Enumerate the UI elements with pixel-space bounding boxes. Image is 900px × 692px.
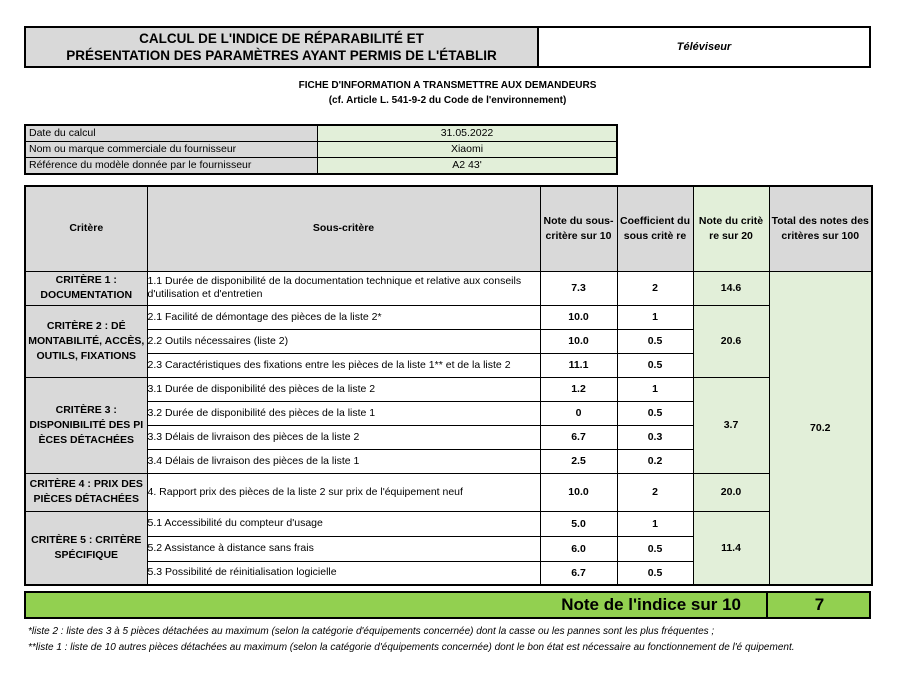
sub-criterion-coef: 0.2 xyxy=(617,449,693,473)
criterion-3-note20: 3.7 xyxy=(693,377,769,473)
sub-criterion-coef: 0.5 xyxy=(617,329,693,353)
criterion-1-label: CRITÈRE 1 : DOCUMENTATION xyxy=(25,271,147,305)
subtitle-line-2: (cf. Article L. 541-9-2 du Code de l'environnement) xyxy=(328,95,567,106)
total-score: 70.2 xyxy=(769,271,872,585)
criterion-2-label: CRITÈRE 2 : DÉ MONTABILITÉ, ACCÈS, OUTILS, FIXATIONS xyxy=(25,305,147,377)
info-table xyxy=(24,124,618,175)
product-type: Téléviseur xyxy=(539,26,871,68)
sub-criterion-note: 0 xyxy=(540,401,617,425)
header-sous-critere: Sous-critère xyxy=(147,186,540,271)
header-note-sur-20: Note du critè re sur 20 xyxy=(693,186,769,271)
info-value: Xiaomi xyxy=(318,142,616,157)
sub-criterion-label: 5.1 Accessibilité du compteur d'usage xyxy=(147,511,540,536)
sub-criterion-coef: 1 xyxy=(617,511,693,536)
table-row xyxy=(25,377,872,401)
info-row-brand xyxy=(26,142,616,158)
index-score-value: 7 xyxy=(814,595,825,614)
sub-criterion-note: 10.0 xyxy=(540,329,617,353)
sub-criterion-note: 5.0 xyxy=(540,511,617,536)
sub-criterion-note: 7.3 xyxy=(540,271,617,305)
sub-criterion-coef: 1 xyxy=(617,377,693,401)
document-title xyxy=(24,26,539,68)
sub-criterion-label: 4. Rapport prix des pièces de la liste 2 sur prix de l'équipement neuf xyxy=(147,473,540,511)
table-row xyxy=(25,473,872,511)
title-line-1: CALCUL DE L'INDICE DE RÉPARABILITÉ ET xyxy=(139,31,424,46)
header-coefficient: Coefficient du sous critè re xyxy=(617,186,693,271)
table-row xyxy=(25,305,872,329)
criterion-5-label: CRITÈRE 5 : CRITÈRE SPÉCIFIQUE xyxy=(25,511,147,585)
table-header-row xyxy=(25,186,872,271)
sub-criterion-label: 1.1 Durée de disponibilité de la documentation technique et relative aux conseils d'utilisation et d'entretien xyxy=(147,271,540,305)
sub-criterion-label: 2.2 Outils nécessaires (liste 2) xyxy=(147,329,540,353)
info-label: Référence du modèle donnée par le fournisseur xyxy=(26,158,318,173)
sub-criterion-coef: 2 xyxy=(617,473,693,511)
sub-criterion-label: 3.1 Durée de disponibilité des pièces de la liste 2 xyxy=(147,377,540,401)
sub-criterion-coef: 2 xyxy=(617,271,693,305)
sub-criterion-label: 3.3 Délais de livraison des pièces de la liste 2 xyxy=(147,425,540,449)
header-critere: Critère xyxy=(25,186,147,271)
sub-criterion-note: 6.0 xyxy=(540,536,617,561)
header-note: Note du sous-critère sur 10 xyxy=(540,186,617,271)
table-row xyxy=(25,271,872,305)
criterion-1-note20: 14.6 xyxy=(693,271,769,305)
criterion-2-note20: 20.6 xyxy=(693,305,769,377)
info-row-model xyxy=(26,158,616,173)
sub-criterion-coef: 1 xyxy=(617,305,693,329)
sub-criterion-label: 5.2 Assistance à distance sans frais xyxy=(147,536,540,561)
sub-criterion-note: 6.7 xyxy=(540,425,617,449)
sub-criterion-coef: 0.5 xyxy=(617,536,693,561)
footnote-liste-1: **liste 1 : liste de 10 autres pièces détachées au maximum (selon la catégorie d'équipements concernée) dont le bon état est nécessaire au fonctionnement de l'é quipement. xyxy=(28,642,795,653)
index-score-label: Note de l'indice sur 10 xyxy=(561,595,741,614)
info-label: Date du calcul xyxy=(26,126,318,141)
sub-criterion-note: 1.2 xyxy=(540,377,617,401)
info-label: Nom ou marque commerciale du fournisseur xyxy=(26,142,318,157)
sub-criterion-coef: 0.3 xyxy=(617,425,693,449)
sub-criterion-coef: 0.5 xyxy=(617,561,693,585)
sub-criterion-coef: 0.5 xyxy=(617,353,693,377)
footnote-liste-2: *liste 2 : liste des 3 à 5 pièces détachées au maximum (selon la catégorie d'équipements concernée) dont la casse ou les pannes sont les plus fréquentes ; xyxy=(28,626,715,637)
sub-criterion-label: 5.3 Possibilité de réinitialisation logicielle xyxy=(147,561,540,585)
info-value: A2 43' xyxy=(318,158,616,173)
table-row xyxy=(25,511,872,536)
info-row-date xyxy=(26,126,616,142)
header-total: Total des notes des critères sur 100 xyxy=(769,186,872,271)
criterion-4-label: CRITÈRE 4 : PRIX DES PIÈCES DÉTACHÉES xyxy=(25,473,147,511)
criterion-5-note20: 11.4 xyxy=(693,511,769,585)
sub-criterion-label: 3.2 Durée de disponibilité des pièces de la liste 1 xyxy=(147,401,540,425)
criterion-3-label: CRITÈRE 3 : DISPONIBILITÉ DES PI ÈCES DÉTACHÉES xyxy=(25,377,147,473)
criterion-4-note20: 20.0 xyxy=(693,473,769,511)
sub-criterion-label: 2.1 Facilité de démontage des pièces de la liste 2* xyxy=(147,305,540,329)
repairability-table xyxy=(24,185,873,586)
sub-criterion-label: 3.4 Délais de livraison des pièces de la liste 1 xyxy=(147,449,540,473)
sub-criterion-coef: 0.5 xyxy=(617,401,693,425)
subtitle-line-1: FICHE D'INFORMATION A TRANSMETTRE AUX DEMANDEURS xyxy=(298,80,597,91)
sub-criterion-label: 2.3 Caractéristiques des fixations entre les pièces de la liste 1** et de la liste 2 xyxy=(147,353,540,377)
sub-criterion-note: 2.5 xyxy=(540,449,617,473)
info-value: 31.05.2022 xyxy=(318,126,616,141)
title-line-2: PRÉSENTATION DES PARAMÈTRES AYANT PERMIS DE L'ÉTABLIR xyxy=(66,48,497,63)
sub-criterion-note: 11.1 xyxy=(540,353,617,377)
sub-criterion-note: 10.0 xyxy=(540,473,617,511)
sub-criterion-note: 10.0 xyxy=(540,305,617,329)
sub-criterion-note: 6.7 xyxy=(540,561,617,585)
